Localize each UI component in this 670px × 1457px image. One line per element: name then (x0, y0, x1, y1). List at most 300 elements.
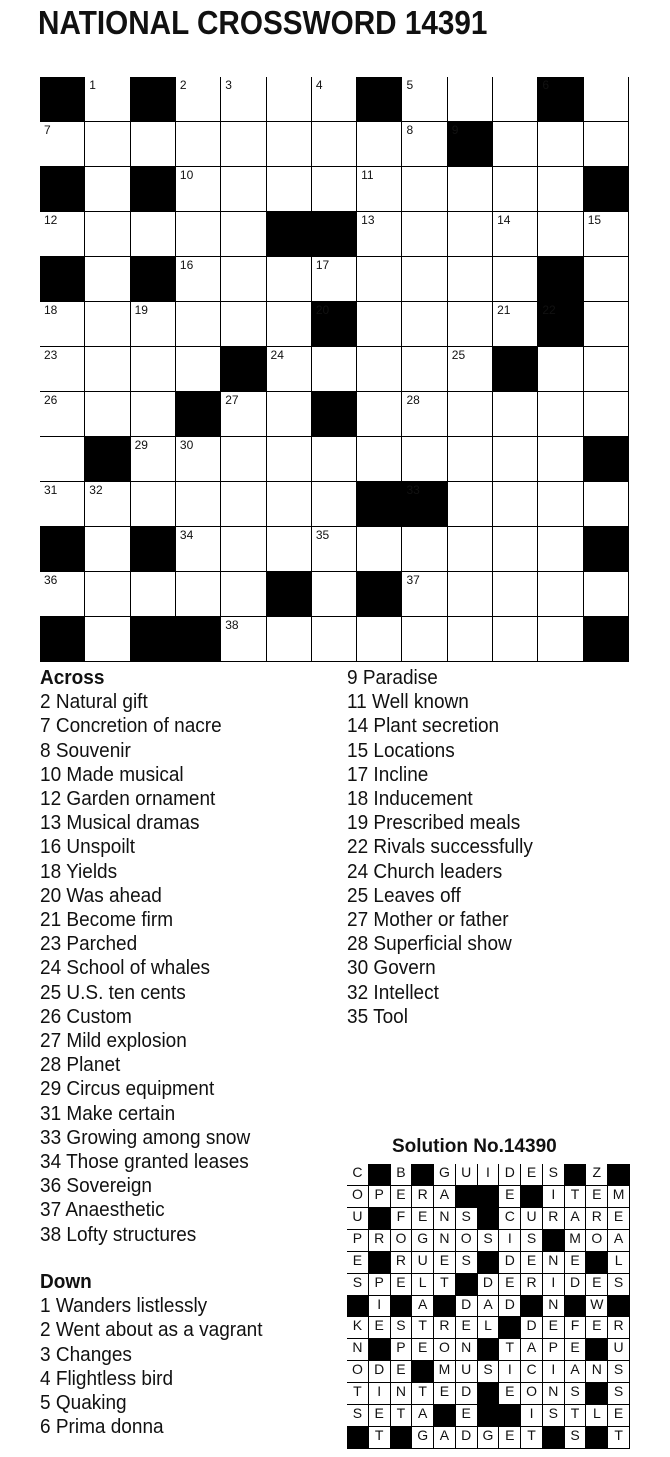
answer-square[interactable] (131, 122, 176, 167)
answer-square[interactable] (312, 257, 357, 302)
answer-square[interactable] (221, 257, 266, 302)
answer-square[interactable] (40, 482, 85, 527)
solution-letter: D (456, 1296, 478, 1318)
black-square (312, 302, 357, 347)
answer-square[interactable] (267, 302, 312, 347)
clue-item: 18 Yields (40, 860, 118, 883)
answer-square[interactable] (402, 77, 447, 122)
solution-letter: I (369, 1296, 391, 1318)
solution-letter: N (434, 1230, 456, 1252)
answer-square[interactable] (538, 572, 583, 617)
answer-square[interactable] (221, 572, 266, 617)
answer-square[interactable] (493, 77, 538, 122)
solution-letter: P (391, 1339, 413, 1361)
answer-square[interactable] (584, 482, 629, 527)
answer-square[interactable] (312, 572, 357, 617)
clue-item: 15 Locations (347, 739, 455, 762)
clue-item: 35 Tool (347, 1005, 408, 1028)
answer-square[interactable] (267, 527, 312, 572)
solution-letter: N (586, 1361, 608, 1383)
clue-item: 6 Prima donna (40, 1416, 164, 1439)
answer-square[interactable] (357, 527, 402, 572)
solution-letter: R (434, 1317, 456, 1339)
black-square (538, 257, 583, 302)
answer-square[interactable] (402, 212, 447, 257)
answer-square[interactable] (402, 122, 447, 167)
answer-square[interactable] (312, 482, 357, 527)
clue-item: 33 Growing among snow (40, 1126, 251, 1149)
answer-square[interactable] (493, 257, 538, 302)
solution-letter: C (499, 1208, 521, 1230)
answer-square[interactable] (448, 77, 493, 122)
clue-item: 29 Circus equipment (40, 1078, 215, 1101)
solution-letter: T (565, 1186, 587, 1208)
answer-square[interactable] (131, 302, 176, 347)
answer-square[interactable] (493, 122, 538, 167)
solution-letter: E (521, 1252, 543, 1274)
solution-letter: E (499, 1427, 521, 1449)
solution-letter: D (565, 1274, 587, 1296)
solution-letter: R (521, 1274, 543, 1296)
answer-square[interactable] (267, 77, 312, 122)
solution-letter: S (543, 1405, 565, 1427)
solution-letter: A (478, 1296, 500, 1318)
solution-black-square (499, 1405, 521, 1427)
answer-square[interactable] (267, 617, 312, 662)
answer-square[interactable] (131, 212, 176, 257)
answer-square[interactable] (538, 347, 583, 392)
solution-black-square (543, 1230, 565, 1252)
answer-square[interactable] (176, 257, 221, 302)
clue-number: 23 (44, 348, 58, 362)
answer-square[interactable] (176, 572, 221, 617)
solution-letter: T (412, 1383, 434, 1405)
answer-square[interactable] (584, 302, 629, 347)
answer-square[interactable] (357, 302, 402, 347)
solution-letter: E (521, 1164, 543, 1186)
solution-black-square (586, 1252, 608, 1274)
answer-square[interactable] (221, 167, 266, 212)
answer-square[interactable] (40, 392, 85, 437)
solution-letter: D (456, 1383, 478, 1405)
solution-letter: R (412, 1186, 434, 1208)
clue-item: 22 Rivals successfully (347, 836, 533, 859)
solution-letter: N (347, 1339, 369, 1361)
solution-letter: M (565, 1230, 587, 1252)
answer-square[interactable] (176, 482, 221, 527)
answer-square[interactable] (85, 122, 130, 167)
solution-letter: R (369, 1230, 391, 1252)
answer-square[interactable] (357, 392, 402, 437)
clue-item: 2 Natural gift (40, 691, 148, 714)
answer-square[interactable] (493, 527, 538, 572)
clue-number: 1 (89, 78, 96, 92)
answer-square[interactable] (357, 617, 402, 662)
solution-letter: S (347, 1405, 369, 1427)
solution-letter: T (412, 1317, 434, 1339)
answer-square[interactable] (221, 302, 266, 347)
answer-square[interactable] (357, 257, 402, 302)
answer-square[interactable] (85, 212, 130, 257)
answer-square[interactable] (40, 302, 85, 347)
solution-letter: T (347, 1383, 369, 1405)
answer-square[interactable] (584, 77, 629, 122)
solution-letter: U (456, 1164, 478, 1186)
solution-letter: A (412, 1296, 434, 1318)
answer-square[interactable] (402, 527, 447, 572)
answer-square[interactable] (493, 392, 538, 437)
clue-number: 30 (179, 438, 194, 452)
clue-item: 5 Quaking (40, 1392, 127, 1415)
answer-square[interactable] (448, 392, 493, 437)
solution-letter: S (608, 1383, 630, 1405)
black-square (85, 437, 130, 482)
solution-letter: D (499, 1252, 521, 1274)
answer-square[interactable] (312, 527, 357, 572)
solution-letter: T (521, 1427, 543, 1449)
answer-square[interactable] (131, 392, 176, 437)
answer-square[interactable] (448, 212, 493, 257)
answer-square[interactable] (176, 212, 221, 257)
solution-letter: O (456, 1230, 478, 1252)
black-square (40, 167, 85, 212)
solution-letter: U (412, 1252, 434, 1274)
solution-letter: A (434, 1186, 456, 1208)
answer-square[interactable] (448, 257, 493, 302)
answer-square[interactable] (357, 122, 402, 167)
solution-letter: E (391, 1361, 413, 1383)
answer-square[interactable] (448, 482, 493, 527)
clue-number: 21 (497, 303, 511, 317)
clue-number: 20 (315, 303, 330, 317)
solution-grid (347, 1164, 630, 1449)
solution-letter: S (478, 1230, 500, 1252)
answer-square[interactable] (176, 77, 221, 122)
clue-number: 14 (497, 213, 511, 227)
answer-square[interactable] (538, 437, 583, 482)
answer-square[interactable] (448, 167, 493, 212)
answer-square[interactable] (312, 617, 357, 662)
solution-black-square (586, 1427, 608, 1449)
answer-square[interactable] (312, 437, 357, 482)
answer-square[interactable] (493, 167, 538, 212)
answer-square[interactable] (176, 302, 221, 347)
solution-letter: E (565, 1339, 587, 1361)
solution-letter: E (543, 1317, 565, 1339)
solution-letter: R (391, 1252, 413, 1274)
clue-item: 20 Was ahead (40, 884, 162, 907)
black-square (131, 257, 176, 302)
solution-letter: R (586, 1208, 608, 1230)
solution-letter: S (565, 1383, 587, 1405)
answer-square[interactable] (402, 617, 447, 662)
answer-square[interactable] (538, 122, 583, 167)
solution-black-square (412, 1361, 434, 1383)
answer-square[interactable] (85, 572, 130, 617)
answer-square[interactable] (221, 482, 266, 527)
clue-item: 11 Well known (347, 691, 469, 714)
answer-square[interactable] (176, 527, 221, 572)
answer-square[interactable] (402, 572, 447, 617)
answer-square[interactable] (40, 122, 85, 167)
solution-letter: E (412, 1339, 434, 1361)
answer-square[interactable] (448, 527, 493, 572)
solution-letter: S (478, 1361, 500, 1383)
clue-item: 4 Flightless bird (40, 1367, 174, 1390)
solution-black-square (478, 1339, 500, 1361)
answer-square[interactable] (267, 257, 312, 302)
answer-square[interactable] (85, 617, 130, 662)
answer-square[interactable] (312, 77, 357, 122)
answer-square[interactable] (267, 122, 312, 167)
black-square (584, 527, 629, 572)
solution-letter: A (434, 1427, 456, 1449)
answer-square[interactable] (402, 302, 447, 347)
answer-square[interactable] (493, 617, 538, 662)
answer-square[interactable] (493, 572, 538, 617)
solution-black-square (478, 1252, 500, 1274)
clue-item: 26 Custom (40, 1005, 132, 1028)
answer-square[interactable] (221, 212, 266, 257)
answer-square[interactable] (221, 392, 266, 437)
clue-number: 11 (361, 168, 374, 182)
black-square (357, 77, 402, 122)
answer-square[interactable] (131, 347, 176, 392)
solution-letter: R (543, 1208, 565, 1230)
solution-letter: O (434, 1339, 456, 1361)
solution-letter: L (586, 1405, 608, 1427)
answer-square[interactable] (493, 437, 538, 482)
answer-square[interactable] (85, 77, 130, 122)
solution-black-square (369, 1164, 391, 1186)
answer-square[interactable] (448, 302, 493, 347)
answer-square[interactable] (357, 167, 402, 212)
answer-square[interactable] (402, 437, 447, 482)
answer-square[interactable] (448, 572, 493, 617)
answer-square[interactable] (176, 437, 221, 482)
answer-square[interactable] (312, 167, 357, 212)
solution-letter: E (369, 1405, 391, 1427)
black-square (312, 392, 357, 437)
answer-square[interactable] (40, 347, 85, 392)
answer-square[interactable] (538, 527, 583, 572)
solution-letter: S (565, 1427, 587, 1449)
answer-square[interactable] (40, 572, 85, 617)
answer-square[interactable] (584, 212, 629, 257)
answer-square[interactable] (584, 572, 629, 617)
answer-square[interactable] (221, 77, 266, 122)
solution-black-square (456, 1274, 478, 1296)
solution-letter: G (412, 1427, 434, 1449)
down-clues-column-1 (40, 1270, 274, 1439)
solution-letter: O (347, 1361, 369, 1383)
solution-black-square (608, 1164, 630, 1186)
black-square (131, 617, 176, 662)
solution-black-square (391, 1296, 413, 1318)
clue-item: 36 Sovereign (40, 1175, 152, 1198)
answer-square[interactable] (221, 617, 266, 662)
answer-square[interactable] (493, 302, 538, 347)
clue-number: 12 (44, 213, 58, 227)
clue-item: 31 Make certain (40, 1102, 176, 1125)
answer-square[interactable] (85, 257, 130, 302)
answer-square[interactable] (40, 437, 85, 482)
clue-number: 16 (179, 258, 194, 272)
solution-black-square (543, 1427, 565, 1449)
solution-letter: G (478, 1427, 500, 1449)
answer-square[interactable] (221, 437, 266, 482)
answer-square[interactable] (448, 347, 493, 392)
answer-square[interactable] (131, 572, 176, 617)
answer-square[interactable] (448, 437, 493, 482)
clue-item: 9 Paradise (347, 667, 438, 689)
answer-square[interactable] (357, 437, 402, 482)
black-square (40, 77, 85, 122)
solution-letter: F (391, 1208, 413, 1230)
solution-letter: T (369, 1427, 391, 1449)
clue-item: 13 Musical dramas (40, 812, 200, 835)
clue-number: 8 (406, 123, 414, 137)
answer-square[interactable] (267, 437, 312, 482)
solution-letter: O (391, 1230, 413, 1252)
clue-item: 23 Parched (40, 933, 138, 956)
answer-square[interactable] (40, 212, 85, 257)
answer-square[interactable] (584, 122, 629, 167)
black-square (538, 302, 583, 347)
solution-letter: D (369, 1361, 391, 1383)
answer-square[interactable] (85, 482, 130, 527)
solution-letter: A (608, 1230, 630, 1252)
answer-square[interactable] (267, 482, 312, 527)
solution-letter: Z (586, 1164, 608, 1186)
black-square (131, 527, 176, 572)
black-square (40, 527, 85, 572)
answer-square[interactable] (357, 212, 402, 257)
solution-letter: N (434, 1208, 456, 1230)
answer-square[interactable] (85, 302, 130, 347)
answer-square[interactable] (85, 347, 130, 392)
black-square (221, 347, 266, 392)
solution-letter: E (565, 1252, 587, 1274)
answer-square[interactable] (267, 347, 312, 392)
solution-letter: E (369, 1317, 391, 1339)
answer-square[interactable] (538, 212, 583, 257)
clue-number: 7 (44, 123, 51, 137)
answer-square[interactable] (85, 527, 130, 572)
answer-square[interactable] (221, 527, 266, 572)
answer-square[interactable] (267, 167, 312, 212)
solution-black-square (434, 1405, 456, 1427)
answer-square[interactable] (493, 482, 538, 527)
answer-square[interactable] (402, 347, 447, 392)
solution-letter: E (586, 1317, 608, 1339)
clue-number: 10 (179, 168, 194, 182)
black-square (357, 572, 402, 617)
black-square (448, 122, 493, 167)
clue-item: 3 Changes (40, 1343, 132, 1366)
solution-letter: L (478, 1317, 500, 1339)
answer-square[interactable] (221, 122, 266, 167)
answer-square[interactable] (176, 122, 221, 167)
answer-square[interactable] (312, 122, 357, 167)
solution-letter: A (412, 1405, 434, 1427)
solution-black-square (434, 1296, 456, 1318)
black-square (131, 77, 176, 122)
clue-number: 17 (315, 258, 330, 272)
black-square (312, 212, 357, 257)
answer-square[interactable] (538, 392, 583, 437)
answer-square[interactable] (538, 167, 583, 212)
solution-black-square (347, 1296, 369, 1318)
answer-square[interactable] (448, 617, 493, 662)
black-square (584, 437, 629, 482)
answer-square[interactable] (584, 392, 629, 437)
solution-letter: B (391, 1164, 413, 1186)
answer-square[interactable] (493, 212, 538, 257)
solution-letter: L (608, 1252, 630, 1274)
answer-square[interactable] (357, 347, 402, 392)
solution-letter: S (347, 1274, 369, 1296)
solution-letter: U (456, 1361, 478, 1383)
clue-item: 18 Inducement (347, 788, 473, 811)
solution-letter: C (521, 1361, 543, 1383)
answer-square[interactable] (267, 392, 312, 437)
clue-number: 24 (270, 348, 284, 362)
solution-letter: D (499, 1296, 521, 1318)
answer-square[interactable] (176, 347, 221, 392)
answer-square[interactable] (402, 167, 447, 212)
clue-number: 25 (451, 348, 466, 362)
clue-number: 31 (44, 483, 58, 497)
solution-black-square (391, 1427, 413, 1449)
answer-square[interactable] (131, 482, 176, 527)
solution-letter: E (391, 1274, 413, 1296)
black-square (267, 212, 312, 257)
solution-black-square (478, 1383, 500, 1405)
solution-letter: P (369, 1186, 391, 1208)
answer-square[interactable] (402, 392, 447, 437)
clue-number: 34 (179, 528, 194, 542)
solution-letter: S (456, 1252, 478, 1274)
clue-item: 38 Lofty structures (40, 1223, 197, 1246)
solution-letter: M (434, 1361, 456, 1383)
answer-square[interactable] (584, 257, 629, 302)
solution-black-square (499, 1317, 521, 1339)
solution-black-square (586, 1383, 608, 1405)
answer-square[interactable] (538, 482, 583, 527)
solution-letter: I (543, 1274, 565, 1296)
answer-square[interactable] (538, 617, 583, 662)
answer-square[interactable] (312, 347, 357, 392)
clue-number: 26 (44, 393, 58, 407)
solution-black-square (565, 1164, 587, 1186)
solution-letter: I (369, 1383, 391, 1405)
answer-square[interactable] (85, 392, 130, 437)
black-square (176, 392, 221, 437)
solution-letter: P (369, 1274, 391, 1296)
answer-square[interactable] (131, 437, 176, 482)
solution-letter: O (347, 1186, 369, 1208)
solution-letter: M (608, 1186, 630, 1208)
answer-square[interactable] (176, 167, 221, 212)
answer-square[interactable] (584, 347, 629, 392)
answer-square[interactable] (85, 167, 130, 212)
answer-square[interactable] (402, 257, 447, 302)
solution-letter: K (347, 1317, 369, 1339)
solution-letter: I (478, 1164, 500, 1186)
solution-letter: I (543, 1186, 565, 1208)
solution-black-square (586, 1339, 608, 1361)
